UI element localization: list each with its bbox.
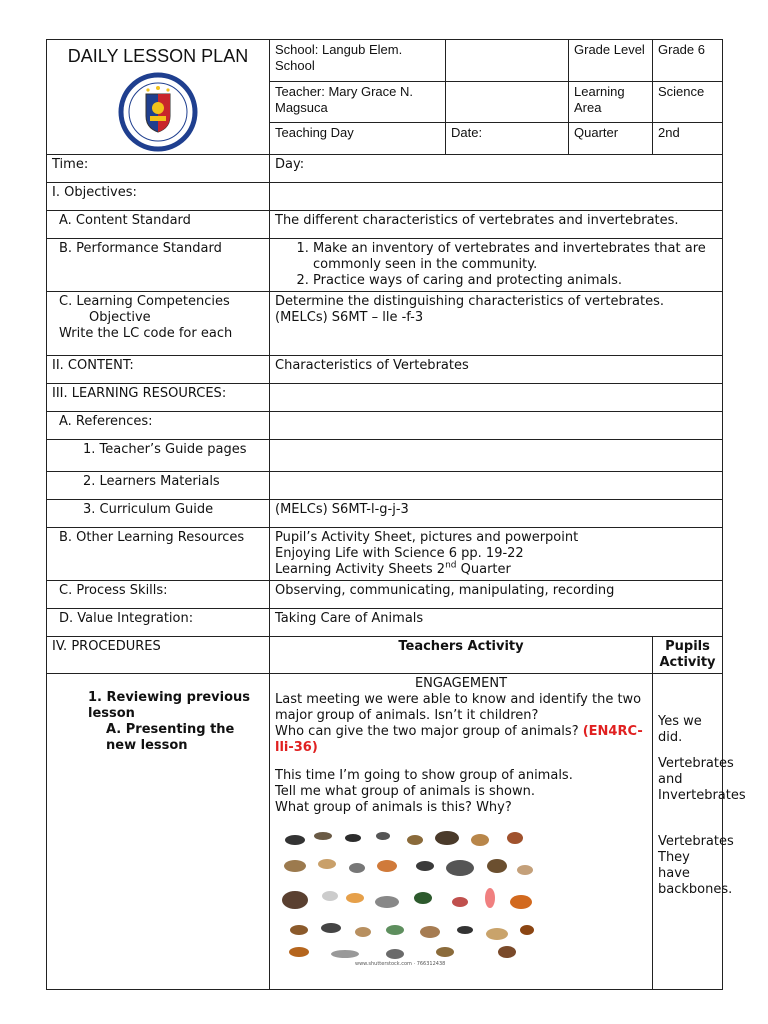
learning-area-value: Science: [653, 81, 723, 123]
teacher-blank-cell: [446, 81, 569, 123]
school-blank-cell: [446, 40, 569, 82]
grade-level-label: Grade Level: [569, 40, 653, 82]
content-standard-label: A. Content Standard: [47, 211, 270, 239]
other-resources-label: B. Other Learning Resources: [47, 528, 270, 581]
engagement-para-4: Tell me what group of animals is shown.: [275, 784, 535, 799]
value-integration-label: D. Value Integration:: [47, 609, 270, 637]
performance-item: 1. Make an inventory of vertebrates and invertebrates that are commonly seen in the community.: [313, 241, 717, 273]
learning-resources-label: III. LEARNING RESOURCES:: [47, 384, 270, 412]
objectives-label: I. Objectives:: [47, 183, 270, 211]
procedure-steps-cell: [47, 674, 270, 990]
competencies-value: Determine the distinguishing characteristics of vertebrates. (MELCs) S6MT – lle -f-3: [270, 292, 723, 356]
pupil-answer-1: Yes we did.: [658, 714, 702, 745]
engagement-heading: ENGAGEMENT: [414, 676, 508, 691]
references-label: A. References:: [47, 412, 270, 440]
school-cell: School: Langub Elem. School: [270, 40, 446, 82]
pupils-activity-cell: [653, 674, 746, 990]
pupils-activity-header: Pupils Activity: [653, 637, 723, 674]
learners-materials-label: 2. Learners Materials: [47, 472, 270, 500]
performance-item: 2. Practice ways of caring and protecting animals.: [313, 273, 717, 289]
engagement-para-2: Who can give the two major group of animals? (EN4RC-lli-36): [275, 724, 643, 755]
lesson-plan-page: [46, 39, 746, 990]
grade-level-value: Grade 6: [653, 40, 723, 82]
other-resources-value: Pupil’s Activity Sheet, pictures and powerpoint Enjoying Life with Science 6 pp. 19-22 Learning Activity Sheets 2nd Quarter: [270, 528, 723, 581]
quarter-label: Quarter: [569, 123, 653, 155]
engagement-para-3: This time I’m going to show group of animals.: [275, 768, 573, 783]
teachers-activity-cell: [270, 674, 653, 990]
step-reviewing: 1. Reviewing previous lesson: [88, 690, 251, 721]
teacher-cell: Teacher: Mary Grace N. Magsuca: [270, 81, 446, 123]
animals-collage-icon: [275, 826, 541, 966]
engagement-para-5: What group of animals is this? Why?: [275, 800, 512, 815]
engagement-para-1: Last meeting we were able to know and identify the two major group of animals. Isn’t it children?: [275, 692, 642, 723]
process-skills-label: C. Process Skills:: [47, 581, 270, 609]
time-label: Time:: [47, 155, 270, 183]
competencies-label: C. Learning Competencies Objective Write the LC code for each: [47, 292, 270, 356]
deped-seal-icon: [110, 72, 206, 152]
teachers-guide-label: 1. Teacher’s Guide pages: [47, 440, 270, 472]
process-skills-value: Observing, communicating, manipulating, recording: [270, 581, 723, 609]
day-label: Day:: [270, 155, 723, 183]
curriculum-guide-value: (MELCs) S6MT-l-g-j-3: [270, 500, 723, 528]
learning-area-label: Learning Area: [569, 81, 653, 123]
header-title-cell: [47, 40, 270, 155]
procedures-label: IV. PROCEDURES: [47, 637, 270, 674]
quarter-value: 2nd: [653, 123, 723, 155]
page-title: DAILY LESSON PLAN: [67, 46, 249, 66]
performance-standard-value: [270, 239, 723, 292]
lesson-plan-table: [46, 39, 746, 990]
performance-standard-label: B. Performance Standard: [47, 239, 270, 292]
teachers-activity-header: Teachers Activity: [270, 637, 653, 674]
engagement-code: (EN4RC-lli-36): [275, 724, 643, 755]
date-cell: Date:: [446, 123, 569, 155]
animals-photo: [275, 826, 541, 966]
teaching-day-cell: Teaching Day: [270, 123, 446, 155]
pupil-answer-2: Vertebrates and Invertebrates: [658, 756, 746, 803]
curriculum-guide-label: 3. Curriculum Guide: [47, 500, 270, 528]
step-presenting: A. Presenting the new lesson: [106, 722, 235, 753]
content-standard-value: The different characteristics of vertebrates and invertebrates.: [270, 211, 723, 239]
photo-credit: www.shutterstock.com · 766312438: [355, 961, 446, 966]
value-integration-value: Taking Care of Animals: [270, 609, 723, 637]
content-label: II. CONTENT:: [47, 356, 270, 384]
pupil-answer-3: Vertebrates They have backbones.: [658, 834, 734, 897]
content-value: Characteristics of Vertebrates: [270, 356, 723, 384]
